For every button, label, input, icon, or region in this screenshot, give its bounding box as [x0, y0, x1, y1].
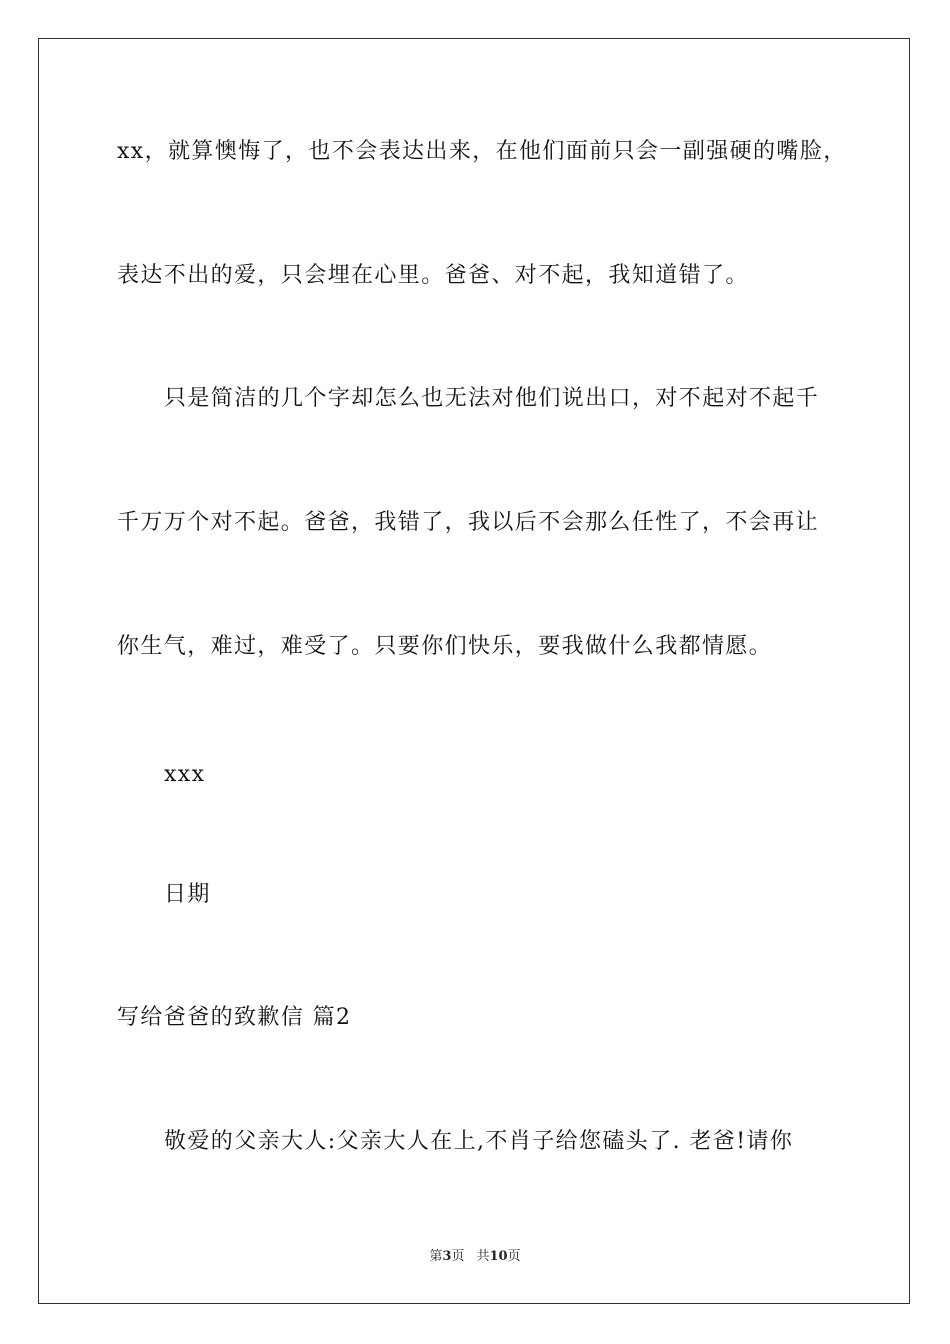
page-border: [38, 38, 910, 1304]
body-line-2: 表达不出的爱，只会埋在心里。爸爸、对不起，我知道错了。: [117, 263, 749, 288]
date-label: 日期: [164, 882, 211, 907]
footer-total-prefix: 共: [476, 1249, 490, 1264]
signature: xxx: [164, 762, 206, 787]
body-line-salutation: 敬爱的父亲大人:父亲大人在上,不肖子给您磕头了. 老爸!请你: [164, 1129, 794, 1154]
body-line-1: xx，就算懊悔了，也不会表达出来，在他们面前只会一副强硬的嘴脸，: [117, 139, 847, 164]
body-line-5: 你生气，难过，难受了。只要你们快乐，要我做什么我都情愿。: [117, 634, 773, 659]
footer-page-unit: 页: [451, 1249, 465, 1264]
section-heading: 写给爸爸的致歉信 篇2: [117, 1005, 352, 1030]
body-line-3: 只是简洁的几个字却怎么也无法对他们说出口，对不起对不起千: [164, 386, 820, 411]
footer-total-unit: 页: [507, 1249, 521, 1264]
footer-page-prefix: 第: [429, 1249, 443, 1264]
body-line-4: 千万万个对不起。爸爸，我错了，我以后不会那么任性了，不会再让: [117, 510, 820, 535]
footer-page-current: 3: [442, 1249, 452, 1264]
footer-total-pages: 10: [489, 1249, 508, 1264]
page-footer: [0, 1248, 950, 1266]
